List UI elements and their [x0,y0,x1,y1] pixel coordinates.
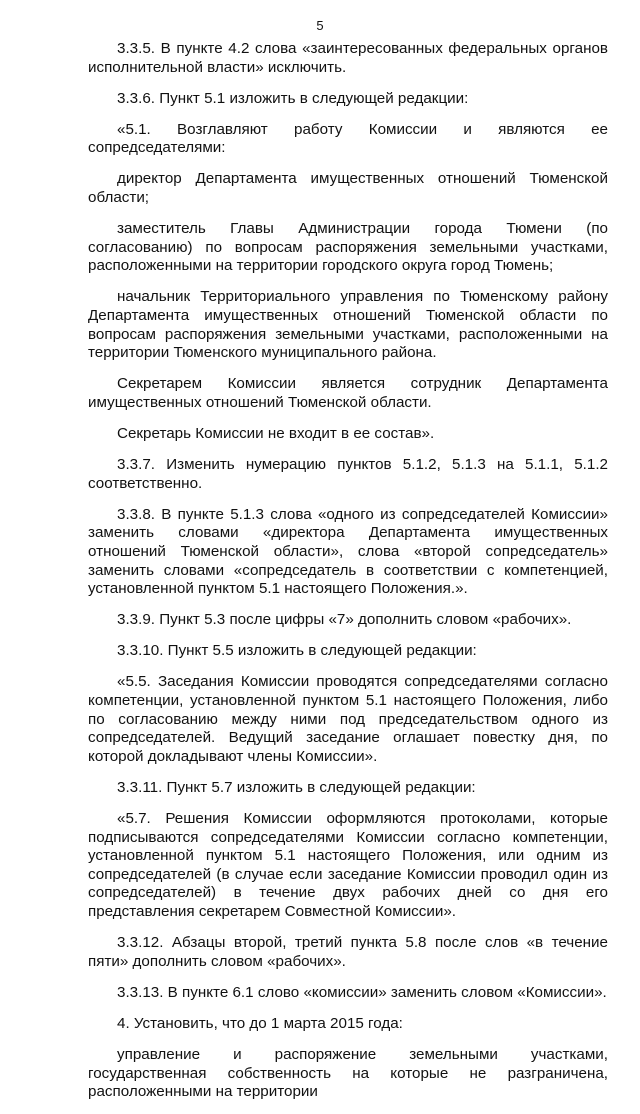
paragraph: 3.3.6. Пункт 5.1 изложить в следующей редакции: [117,89,469,107]
paragraph: «5.1. Возглавляют работу Комиссии и являются ее сопредседателями: [88,120,608,157]
paragraph: 3.3.8. В пункте 5.1.3 слова «одного из сопредседателей Комиссии» заменить словами «директора Департамента имущественных отношений Тюменской области», слова «второй сопредседатель» заменить словами «сопредседатель в соответствии с компетенцией, установленной пунктом 5.1 настоящего Положения.». [88,505,608,598]
paragraph: директор Департамента имущественных отношений Тюменской области; [88,170,608,207]
paragraph: 3.3.11. Пункт 5.7 изложить в следующей редакции: [117,778,476,796]
paragraph: 3.3.12. Абзацы второй, третий пункта 5.8 после слов «в течение пяти» дополнить словом «рабочих». [88,934,608,970]
paragraph: 3.3.5. В пункте 4.2 слова «заинтересованных федеральных органов исполнительной власти» исключить. [88,40,608,76]
paragraph: «5.7. Решения Комиссии оформляются протоколами, которые подписываются сопредседателями Комиссии согласно компетенции, установленной пунктом 5.1 настоящего Положения, или одним из сопредседателей (в случае если заседание Комиссии проводил один из сопредседателей) в течение двух рабочих дней со дня его представления секретарем Совместной Комиссии». [88,810,608,920]
paragraph: 3.3.9. Пункт 5.3 после цифры «7» дополнить словом «рабочих». [117,611,572,629]
paragraph: 3.3.10. Пункт 5.5 изложить в следующей редакции: [117,642,477,660]
document-body [88,40,608,1114]
paragraph: 4. Установить, что до 1 марта 2015 года: [117,1014,403,1032]
paragraph: 3.3.7. Изменить нумерацию пунктов 5.1.2, 5.1.3 на 5.1.1, 5.1.2 соответственно. [88,456,608,492]
page-number: 5 [316,18,324,33]
paragraph: Секретарем Комиссии является сотрудник Департамента имущественных отношений Тюменской области. [88,375,608,411]
paragraph: начальник Территориального управления по Тюменскому району Департамента имущественных отношений Тюменской области по вопросам распоряжения земельными участками, расположенными на территории Тюменского муниципального района. [88,288,608,362]
paragraph: Секретарь Комиссии не входит в ее состав». [117,425,435,442]
paragraph: заместитель Главы Администрации города Тюмени (по согласованию) по вопросам распоряжения земельными участками, расположенными на территории городского округа город Тюмень; [88,220,608,275]
paragraph: управление и распоряжение земельными участками, государственная собственность на которые не разграничена, расположенными на территории [88,1045,608,1101]
paragraph: «5.5. Заседания Комиссии проводятся сопредседателями согласно компетенции, установленной пунктом 5.1 настоящего Положения, либо по согласованию между ними под председательством одного из сопредседателей. Ведущий заседание оглашает повестку дня, по которой докладывают члены Комиссии». [88,673,608,765]
paragraph: 3.3.13. В пункте 6.1 слово «комиссии» заменить словом «Комиссии». [117,983,607,1001]
